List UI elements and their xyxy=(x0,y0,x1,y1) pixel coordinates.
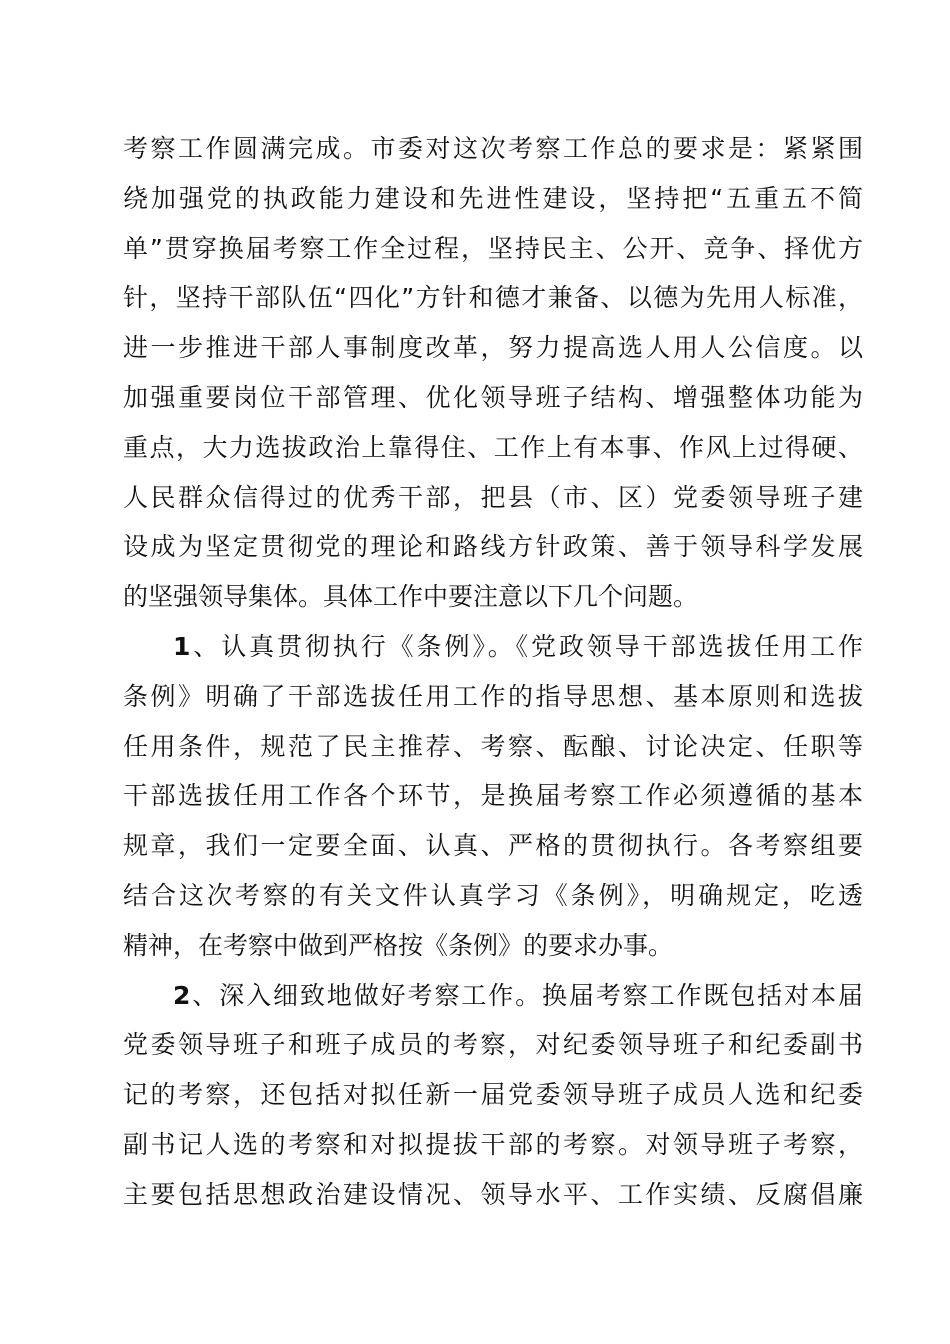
paragraph-line: 的坚强领导集体。具体工作中要注意以下几个问题。 xyxy=(123,582,699,612)
paragraph-line: 加强重要岗位干部管理、优化领导班子结构、增强整体功能为 xyxy=(123,382,863,412)
paragraph-line: 重点，大力选拔政治上靠得住、工作上有本事、作风上过得硬、 xyxy=(123,432,863,462)
section-1-line: 任用条件，规范了民主推荐、考察、酝酿、讨论决定、任职等 xyxy=(123,731,863,761)
section-1-line: 干部选拔任用工作各个环节，是换届考察工作必须遵循的基本 xyxy=(123,781,863,811)
section-2-first-line: 、深入细致地做好考察工作。换届考察工作既包括对本届 xyxy=(190,980,863,1010)
section-1-number: 1 xyxy=(173,631,191,661)
section-1-line: 精神，在考察中做到严格按《条例》的要求办事。 xyxy=(123,930,674,960)
paragraph-line: 单”贯穿换届考察工作全过程，坚持民主、公开、竞争、择优方 xyxy=(123,233,863,263)
section-1-first-line: 、认真贯彻执行《条例》。《党政领导干部选拔任用工作 xyxy=(190,631,863,661)
section-2-line: 副书记人选的考察和对拟提拔干部的考察。对领导班子考察， xyxy=(123,1129,863,1159)
section-2-line: 记的考察，还包括对拟任新一届党委领导班子成员人选和纪委 xyxy=(123,1080,863,1110)
paragraph-line: 绕加强党的执政能力建设和先进性建设，坚持把“五重五不简 xyxy=(123,183,863,213)
paragraph-line: 人民群众信得过的优秀干部，把县（市、区）党委领导班子建 xyxy=(123,482,863,512)
paragraph-line: 设成为坚定贯彻党的理论和路线方针政策、善于领导科学发展 xyxy=(123,532,863,562)
section-1-line: 结合这次考察的有关文件认真学习《条例》，明确规定，吃透 xyxy=(123,880,863,910)
paragraph-line: 考察工作圆满完成。市委对这次考察工作总的要求是：紧紧围 xyxy=(123,134,863,163)
section-2-line: 党委领导班子和班子成员的考察，对纪委领导班子和纪委副书 xyxy=(123,1030,863,1060)
section-2-heading-line xyxy=(123,971,863,1021)
section-1-heading-line xyxy=(123,622,863,672)
document-body xyxy=(123,124,863,1220)
paragraph-line: 针，坚持干部队伍“四化”方针和德才兼备、以德为先用人标准， xyxy=(123,283,863,313)
paragraph-line: 进一步推进干部人事制度改革，努力提高选人用人公信度。以 xyxy=(123,333,863,363)
section-2-number: 2 xyxy=(173,980,191,1010)
section-1-line: 规章，我们一定要全面、认真、严格的贯彻执行。各考察组要 xyxy=(123,831,863,861)
section-2-line: 主要包括思想政治建设情况、领导水平、工作实绩、反腐倡廉 xyxy=(123,1179,863,1209)
section-1-line: 条例》明确了干部选拔任用工作的指导思想、基本原则和选拔 xyxy=(123,681,863,711)
